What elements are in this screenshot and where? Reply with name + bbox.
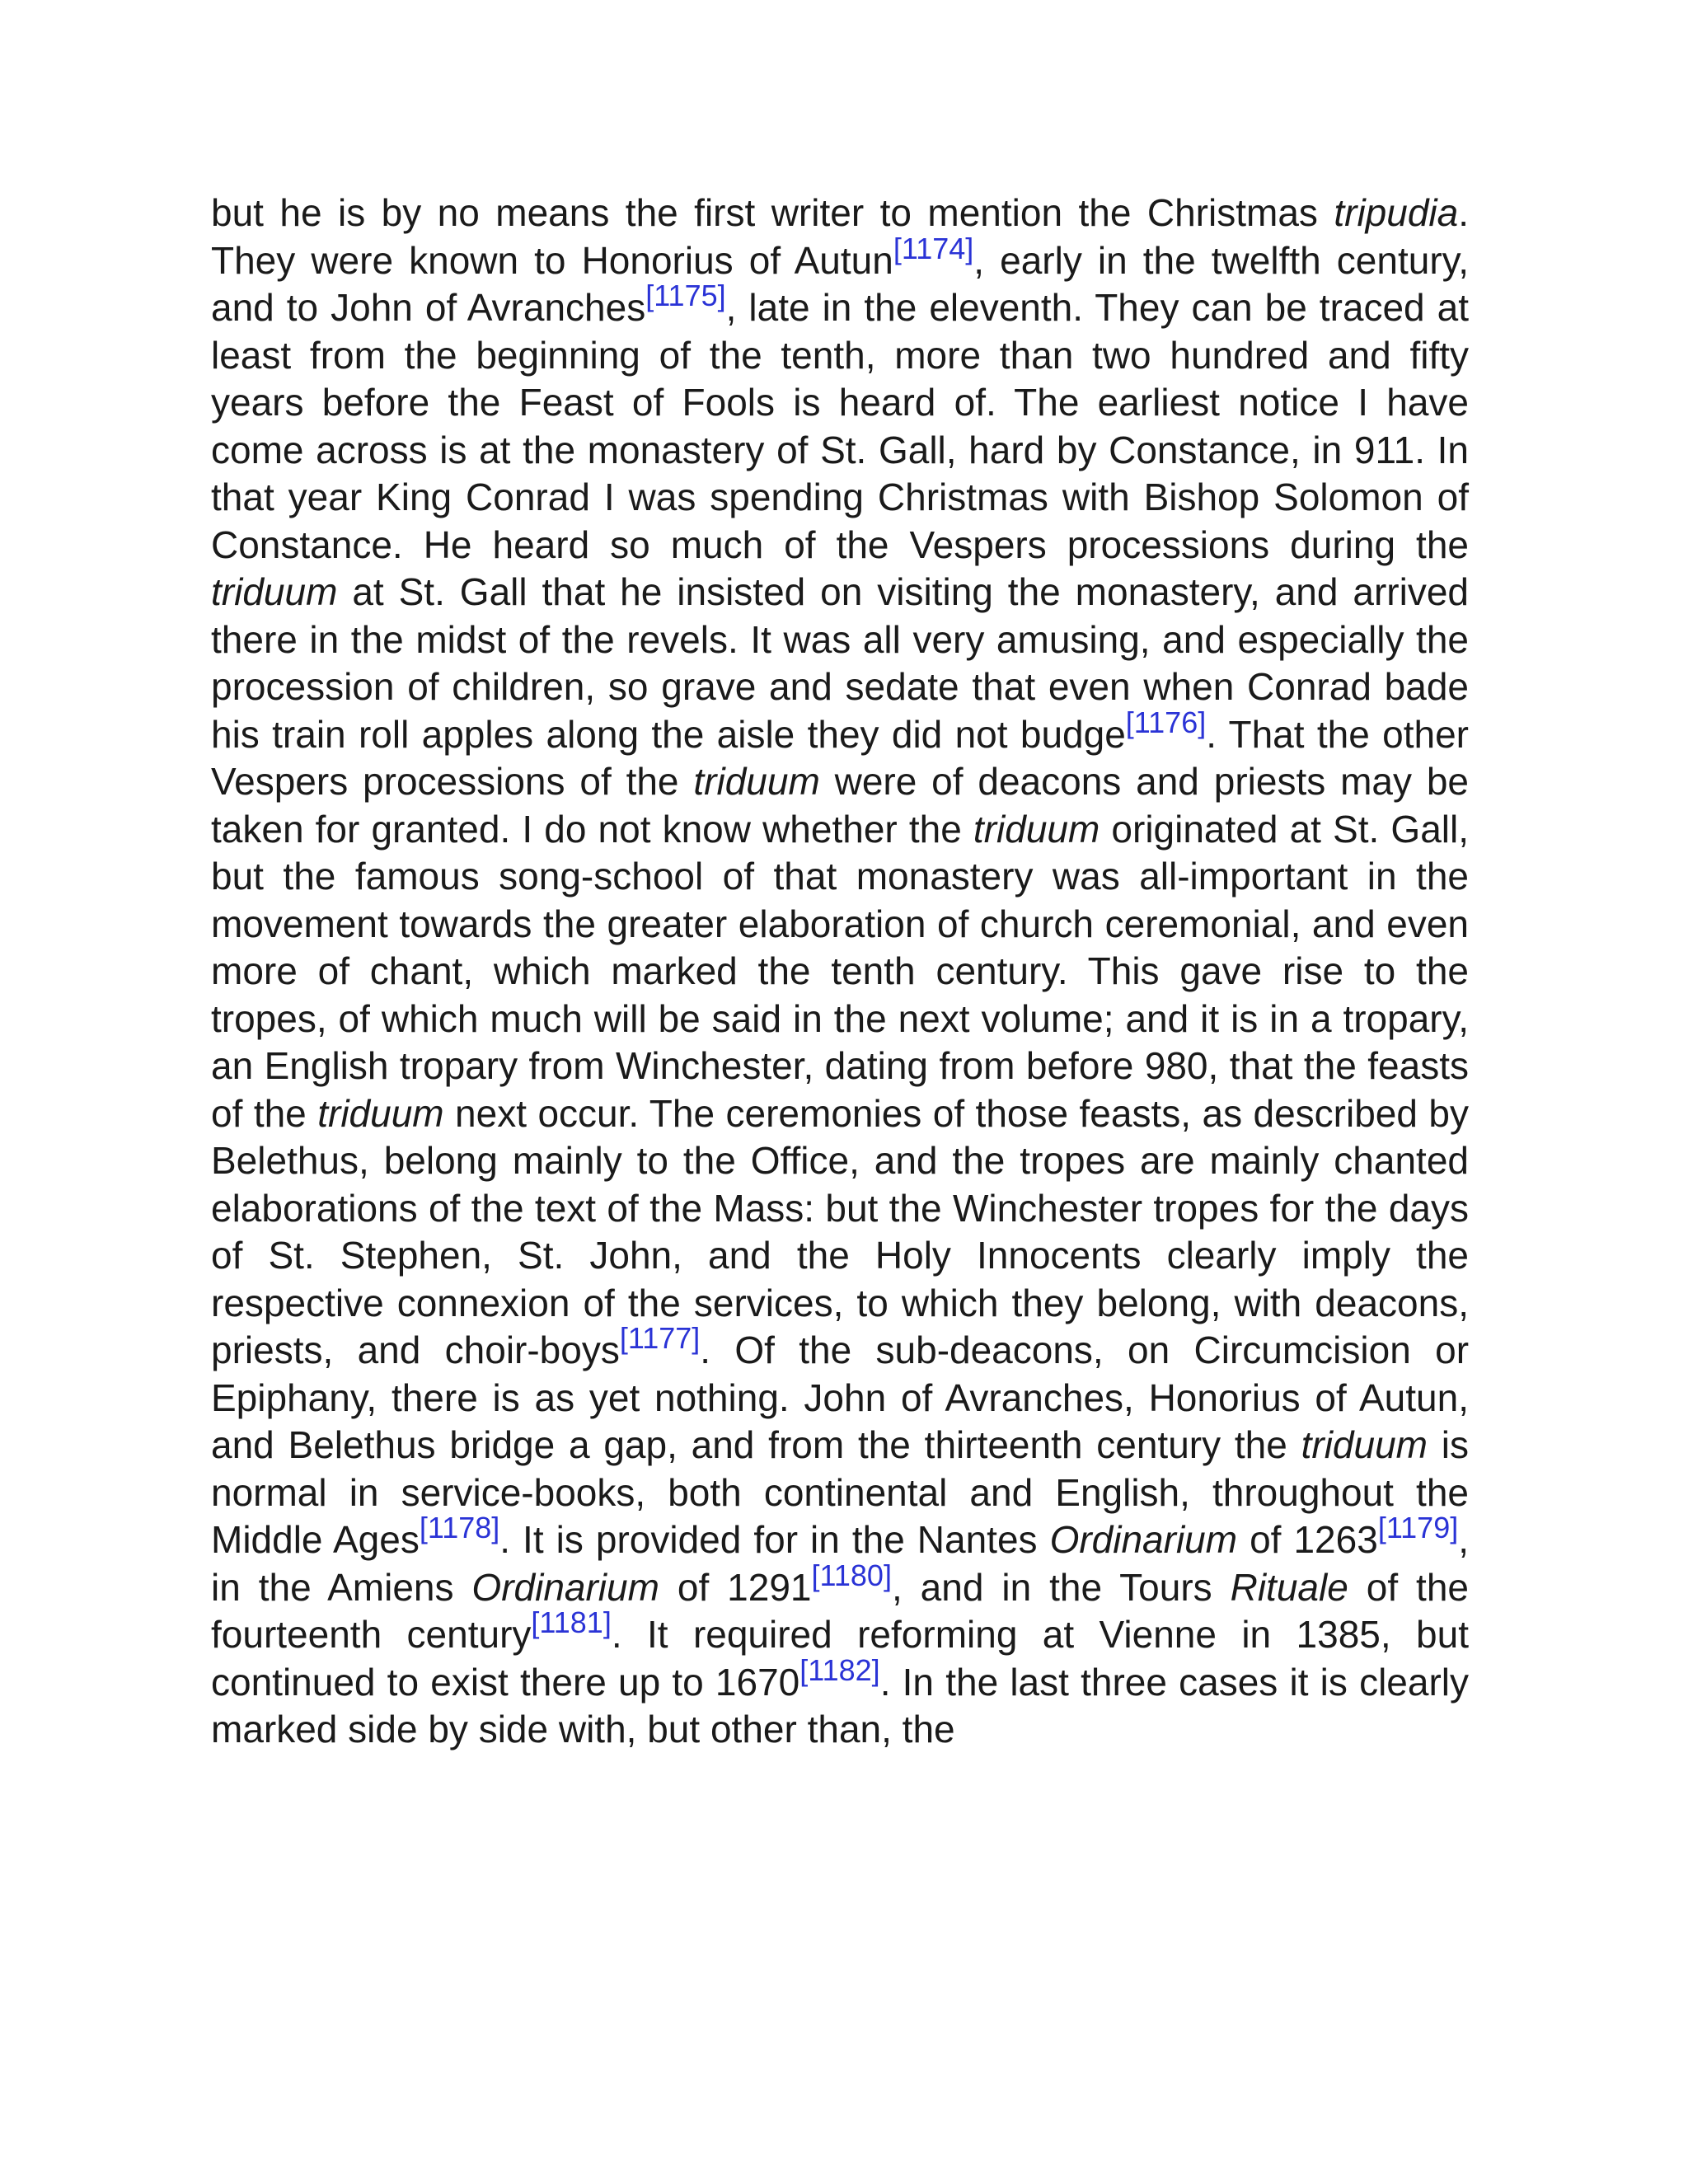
italic-term: Ordinarium — [1049, 1518, 1238, 1561]
text-run: were of deacons and priests may be taken for granted. I do not know whether the — [211, 760, 1469, 851]
text-run: , in the Amiens — [211, 1518, 1470, 1609]
page-body — [211, 190, 1469, 1754]
footnote-link[interactable]: [1176] — [1125, 705, 1207, 739]
text-run: . It required reforming at Vienne in 1385, but continued to exist there up to 1670 — [211, 1613, 1469, 1704]
italic-term: triduum — [211, 570, 338, 613]
body-paragraph — [211, 190, 1469, 1754]
footnote-link[interactable]: [1177] — [619, 1321, 701, 1355]
text-run: , late in the eleventh. They can be traced at least from the beginning of the tenth, more than two hundred and fifty years before the Feast of Fools is heard of. The earliest notice I have come across is at the monastery of St. Gall, hard by Constance, in 911. In that year King Conrad I was spending Christmas with Bishop Solomon of Constance. He heard so much of the Vespers processions during the — [211, 286, 1470, 566]
italic-term: triduum — [693, 760, 820, 803]
italic-term: triduum — [317, 1091, 444, 1135]
footnote-link[interactable]: [1182] — [799, 1652, 880, 1687]
footnote-link[interactable]: [1178] — [419, 1511, 500, 1544]
text-run: of 1263 — [1237, 1518, 1378, 1561]
text-run: but he is by no means the first writer to mention the Christmas — [211, 191, 1334, 234]
text-run: . It is provided for in the Nantes — [499, 1518, 1050, 1561]
text-run: , early in the twelfth century, and to John of Avranches — [211, 238, 1470, 329]
text-run: . That the other Vespers processions of the — [211, 712, 1469, 803]
footnote-link[interactable]: [1179] — [1377, 1511, 1459, 1544]
text-run: . They were known to Honorius of Autun — [211, 191, 1469, 282]
text-run: at St. Gall that he insisted on visiting the monastery, and arrived there in the midst of the revels. It was all very amusing, and especially the procession of children, so grave and sedate that even when Conrad bade his train roll apples along the aisle they did not budge — [211, 570, 1469, 756]
footnote-link[interactable]: [1180] — [811, 1558, 892, 1592]
text-run: is normal in service-books, both continental and English, throughout the Middle Ages — [211, 1423, 1469, 1561]
text-run: of 1291 — [659, 1565, 812, 1609]
text-run: originated at St. Gall, but the famous song-school of that monastery was all-important in the movement towards the greater elaboration of church ceremonial, and even more of chant, which marked the tenth century. This gave rise to the tropes, of which much will be said in the next volume; and it is in a tropary, an English tropary from Winchester, dating from before 980, that the feasts of the — [211, 807, 1469, 1135]
italic-term: tripudia — [1334, 191, 1459, 234]
italic-term: Rituale — [1230, 1565, 1348, 1609]
text-run: , and in the Tours — [891, 1565, 1231, 1609]
text-run: . Of the sub-deacons, on Circumcision or Epiphany, there is as yet nothing. John of Avranches, Honorius of Autun, and Belethus bridge a gap, and from the thirteenth century the — [211, 1329, 1470, 1466]
text-run: . In the last three cases it is clearly marked side by side with, but other than, the — [211, 1660, 1469, 1750]
text-run: of the fourteenth century — [211, 1565, 1469, 1656]
italic-term: triduum — [973, 807, 1100, 851]
text-run: next occur. The ceremonies of those feasts, as described by Belethus, belong mainly to the Office, and the tropes are mainly chanted elaborations of the text of the Mass: but the Winchester tropes for the days of St. Stephen, St. John, and the Holy Innocents clearly imply the respective connexion of the services, to which they belong, with deacons, priests, and choir-boys — [211, 1091, 1470, 1371]
footnote-link[interactable]: [1175] — [645, 279, 726, 312]
italic-term: triduum — [1301, 1423, 1428, 1466]
footnote-link[interactable]: [1181] — [531, 1605, 612, 1639]
italic-term: Ordinarium — [471, 1565, 659, 1609]
footnote-link[interactable]: [1174] — [893, 231, 974, 265]
